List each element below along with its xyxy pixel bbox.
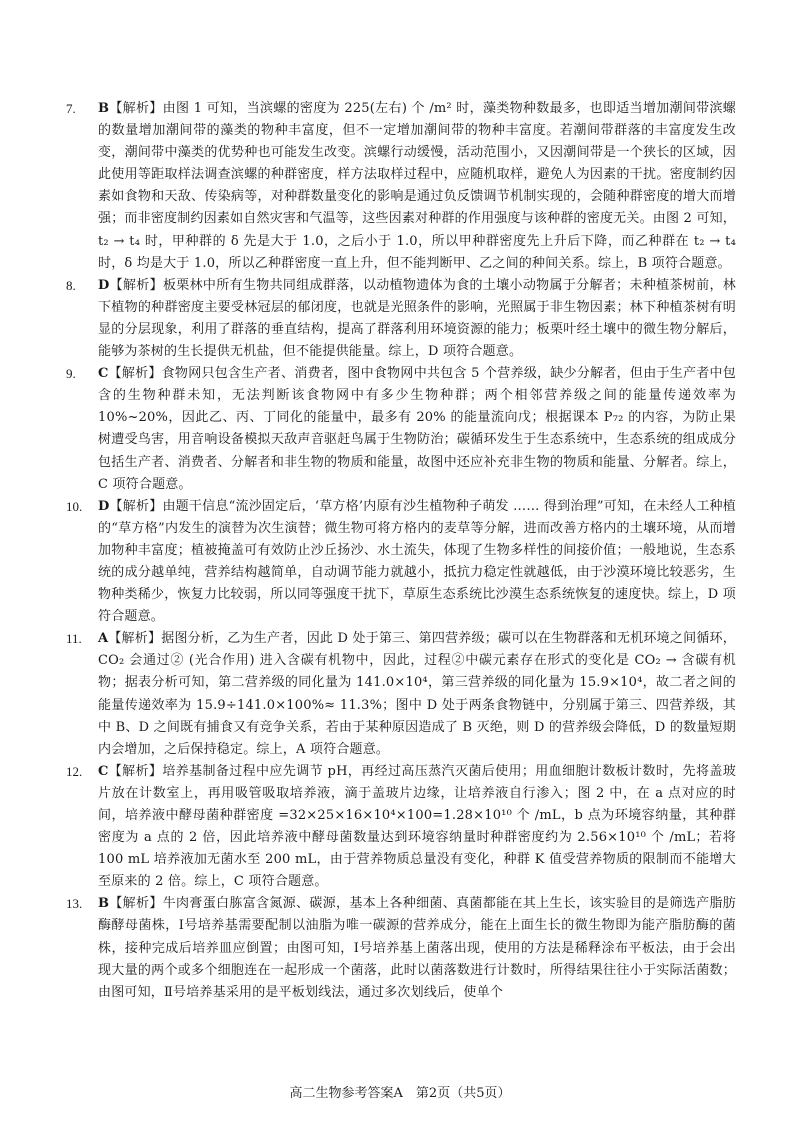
answer-letter: D bbox=[98, 277, 110, 293]
answer-letter: D bbox=[98, 498, 110, 514]
item-number: 10. bbox=[66, 498, 83, 514]
analysis-tag: 【解析】 bbox=[109, 498, 163, 514]
page-footer: 高二生物参考答案A 第2页（共5页） bbox=[289, 1086, 511, 1101]
analysis-tag: 【解析】 bbox=[109, 101, 163, 116]
answer-item-7 bbox=[66, 98, 736, 275]
analysis-tag: 【解析】 bbox=[108, 631, 162, 647]
item-number: 13. bbox=[66, 896, 83, 912]
answer-letter: B bbox=[98, 101, 110, 116]
answer-letter: C bbox=[98, 763, 109, 779]
item-number: 12. bbox=[66, 763, 83, 779]
answer-letter: B bbox=[98, 896, 110, 912]
answer-letter: C bbox=[98, 366, 109, 382]
analysis-text: 据图分析，乙为生产者，因此 D 处于第三、第四营养级；碳可以在生物群落和无机环境之间循环，CO₂ 会通过② (光合作用) 进入含碳有机物中，因此，过程②中碳元素存在形式的变化是 CO₂ → 含碳有机物；据表分析可知，第二营养级的同化量为 141.0×10⁴，第三营养级的同化量为 15.9×10⁴，故二者之间的能量传递效率为 15.9÷141.0×100%≈ 11.3%；图中 D 处于两条食物链中，分别属于第三、四营养级，其中 B、D 之间既有捕食又有竞争关系，若由于某种原因造成了 B 灭绝，则 D 的营养级会降低，D 的数量短期内会增加，之后保持稳定。综上，A 项符合题意。 bbox=[98, 631, 736, 757]
answer-item-13 bbox=[66, 893, 736, 1003]
item-body bbox=[98, 363, 736, 496]
item-body bbox=[98, 761, 736, 894]
analysis-tag: 【解析】 bbox=[109, 277, 163, 293]
answer-item-8 bbox=[66, 275, 736, 363]
analysis-text: 板栗林中所有生物共同组成群落，以动植物遗体为食的土壤小动物属于分解者；未种植茶树前，林下植物的种群密度主要受林冠层的郁闭度，也就是光照条件的影响，光照属于非生物因素；林下种植茶树有明显的分层现象，利用了群落的垂直结构，提高了群落利用环境资源的能力；板栗叶经土壤中的微生物分解后，能够为茶树的生长提供无机盐，但不能提供能量。综上，D 项符合题意。 bbox=[98, 277, 736, 360]
item-number: 9. bbox=[66, 366, 76, 382]
analysis-tag: 【解析】 bbox=[108, 763, 163, 779]
item-body bbox=[98, 628, 736, 761]
analysis-text: 由题干信息“流沙固定后，‘草方格’内原有沙生植物种子萌发 …… 得到治理”可知，在未经人工种植的“草方格”内发生的演替为次生演替；微生物可将方格内的麦草等分解，进而改善方格内的土壤环境，从而增加物种丰富度；植被掩盖可有效防止沙丘扬沙、水土流失，体现了生物多样性的间接价值；一般地说，生态系统的成分越单纯，营养结构越简单，自动调节能力就越小，抵抗力稳定性就越低，由于沙漠环境比较恶劣，生物种类稀少，恢复力比较弱，所以同等强度干扰下，草原生态系统比沙漠生态系统恢复的速度快。综上，D 项符合题意。 bbox=[98, 498, 736, 625]
item-body bbox=[98, 275, 736, 363]
analysis-tag: 【解析】 bbox=[108, 366, 162, 382]
item-body bbox=[98, 496, 736, 629]
item-body bbox=[98, 98, 736, 275]
analysis-tag: 【解析】 bbox=[109, 896, 163, 912]
analysis-text: 食物网只包含生产者、消费者，图中食物网中共包含 5 个营养级，缺少分解者，但由于生产者中包含的生物种群未知，无法判断该食物网中有多少生物种群；两个相邻营养级之间的能量传递效率为 10%~20%，因此乙、丙、丁同化的能量中，最多有 20% 的能量流向戊；根据课本 P₇₂ 的内容，为防止果树遭受鸟害，用音响设备模拟天敌声音驱赶鸟属于生物防治；碳循环发生于生态系统中，生态系统的组成成分包括生产者、消费者、分解者和非生物的物质和能量，故图中还应补充非生物的物质和能量、分解者。综上，C 项符合题意。 bbox=[98, 366, 736, 492]
item-body bbox=[98, 893, 736, 1003]
item-number: 11. bbox=[66, 631, 82, 647]
item-number: 8. bbox=[66, 277, 76, 293]
answer-letter: A bbox=[98, 631, 109, 647]
analysis-text: 由图 1 可知，当滨螺的密度为 225(左右) 个 /m² 时，藻类物种数最多，也即适当增加潮间带滨螺的数量增加潮间带的藻类的物种丰富度，但不一定增加潮间带的物种丰富度。若潮间带群落的丰富度发生改变，潮间带中藻类的优势种也可能发生改变。滨螺行动缓慢，活动范围小，又因潮间带是一个狭长的区域，因此使用等距取样法调查滨螺的种群密度，样方法取样过程中，应随机取样，避免人为因素的干扰。密度制约因素如食物和天敌、传染病等，对种群数量变化的影响是通过负反馈调节机制实现的，会随种群密度的增大而增强；而非密度制约因素如自然灾害和气温等，这些因素对种群的作用强度与该种群的密度无关。由图 2 可知，t₂ → t₄ 时，甲种群的 δ 先是大于 1.0，之后小于 1.0，所以甲种群密度先上升后下降，而乙种群在 t₂ → t₄ 时，δ 均是大于 1.0，所以乙种群密度一直上升，但不能判断甲、乙之间的种间关系。综上，B 项符合题意。 bbox=[98, 101, 736, 271]
answer-item-12 bbox=[66, 761, 736, 894]
analysis-text: 牛肉膏蛋白胨富含氮源、碳源，基本上各种细菌、真菌都能在其上生长，该实验目的是筛选产脂肪酶酵母菌株，Ⅰ号培养基需要配制以油脂为唯一碳源的营养成分，能在上面生长的微生物即为能产脂肪酶的菌株，接种完成后培养皿应倒置；由图可知，Ⅰ号培养基上菌落出现，使用的方法是稀释涂布平板法，由于会出现大量的两个或多个细胞连在一起形成一个菌落，此时以菌落数进行计数时，所得结果往往小于实际活菌数；由图可知，Ⅱ号培养基采用的是平板划线法，通过多次划线后，使单个 bbox=[98, 896, 736, 1000]
answer-list bbox=[66, 98, 736, 1004]
answer-item-9 bbox=[66, 363, 736, 496]
answer-item-10 bbox=[66, 496, 736, 629]
analysis-text: 培养基制备过程中应先调节 pH，再经过高压蒸汽灭菌后使用；用血细胞计数板计数时，先将盖玻片放在计数室上，再用吸管吸取培养液，滴于盖玻片边缘，让培养液自行渗入；图 2 中，在 a 点对应的时间，培养液中酵母菌种群密度 =32×25×16×10⁴×100=1.28×10¹⁰ 个 /mL，b 点为环境容纳量，其种群密度为 a 点的 2 倍，因此培养液中酵母菌数量达到环境容纳量时种群密度约为 2.56×10¹⁰ 个 /mL；若将 100 mL 培养液加无菌水至 200 mL，由于营养物质总量没有变化，种群 K 值受营养物质的限制而不能增大至原来的 2 倍。综上，C 项符合题意。 bbox=[98, 763, 736, 890]
item-number: 7. bbox=[66, 101, 76, 116]
answer-item-11 bbox=[66, 628, 736, 761]
